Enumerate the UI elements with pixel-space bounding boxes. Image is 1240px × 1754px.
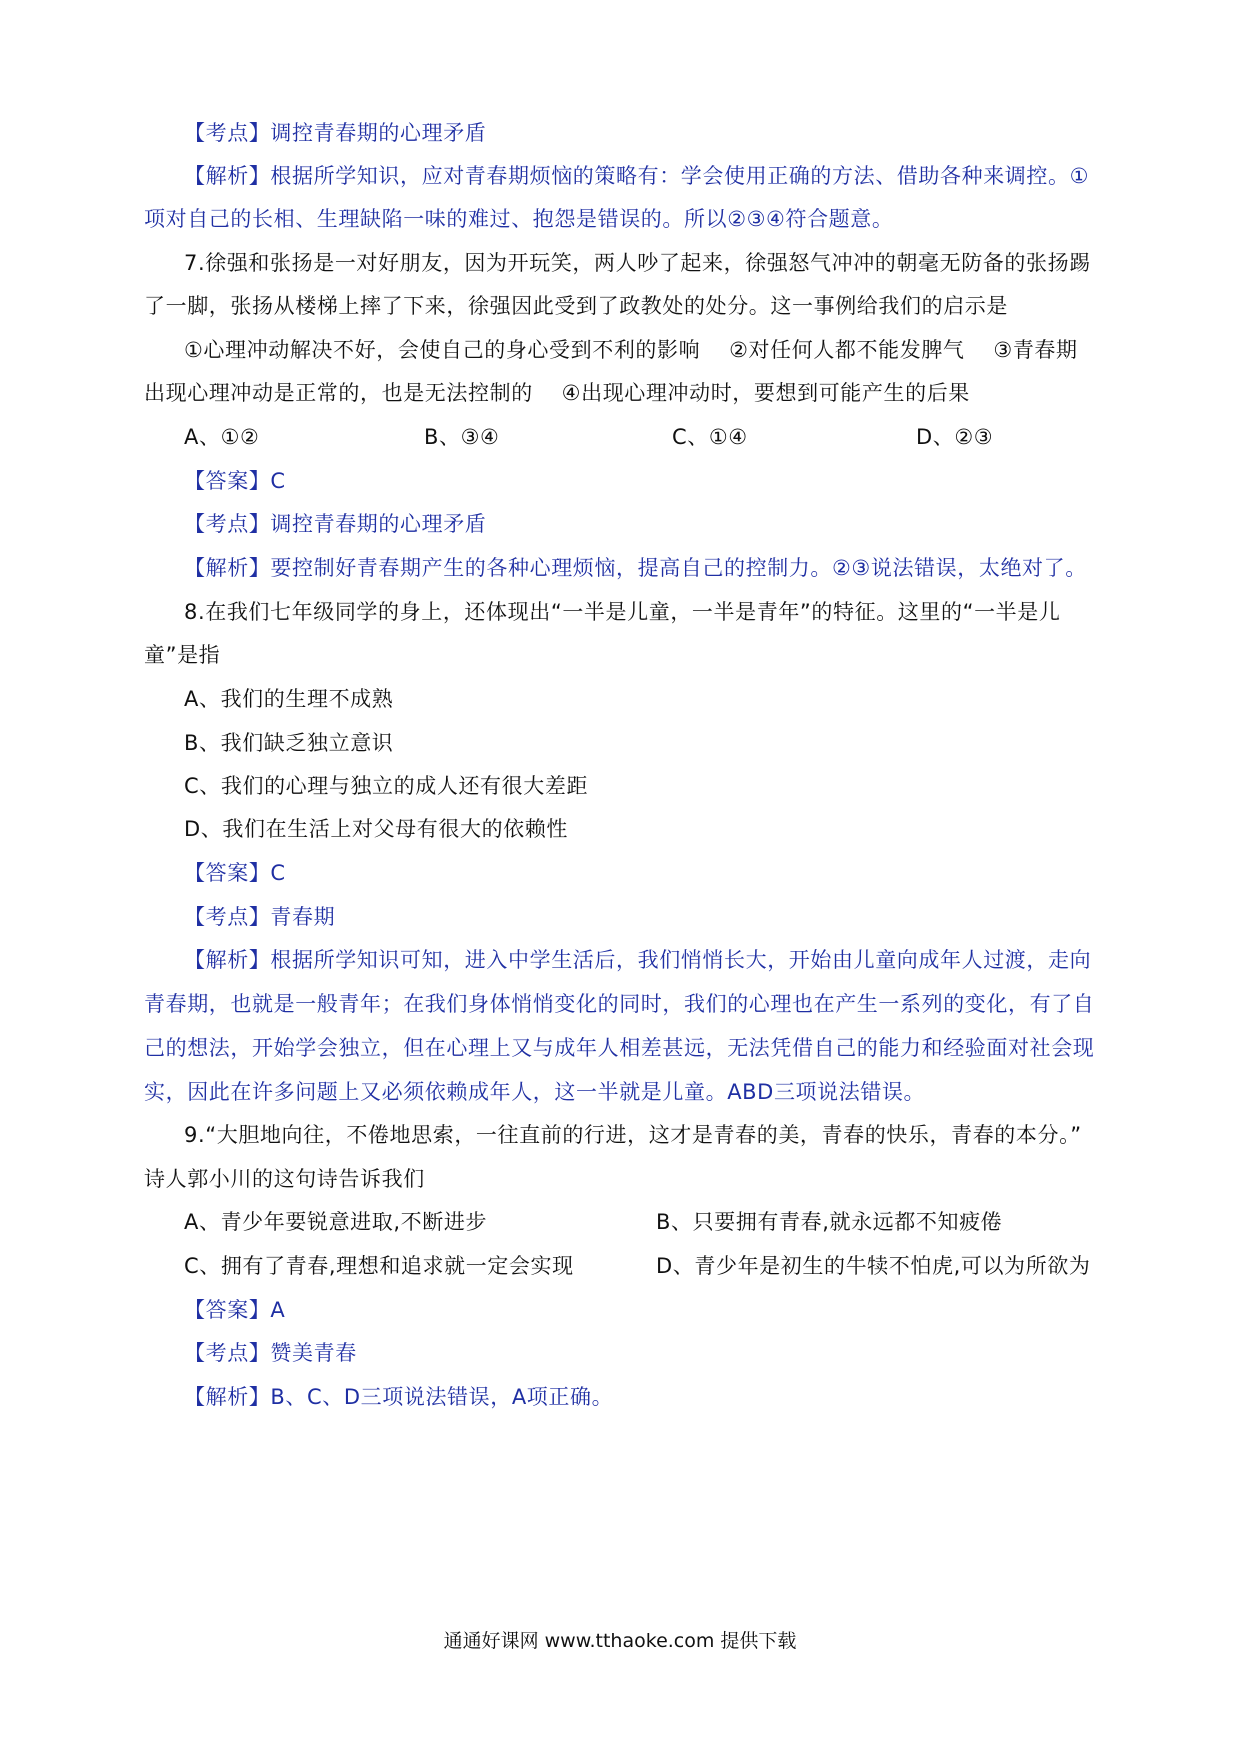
- q7-kaodian: 【考点】调控青春期的心理矛盾: [184, 512, 487, 536]
- q9-answer: 【答案】A: [184, 1298, 286, 1322]
- page-footer: 通通好课网 www.tthaoke.com 提供下载: [443, 1630, 797, 1652]
- q7-jiexi: 【解析】要控制好青春期产生的各种心理烦恼，提高自己的控制力。②③说法错误，太绝对了。: [184, 556, 1087, 580]
- q6-jiexi-line-1: 【解析】根据所学知识，应对青春期烦恼的策略有：学会使用正确的方法、借助各种来调控。①: [184, 164, 1090, 188]
- q8-jiexi-line-4: 实，因此在许多问题上又必须依赖成年人，这一半就是儿童。ABD三项说法错误。: [144, 1080, 926, 1104]
- q8-kaodian: 【考点】青春期: [184, 905, 336, 929]
- q8-stem-line-1: 8.在我们七年级同学的身上，还体现出“一半是儿童，一半是青年”的特征。这里的“一半是儿: [184, 600, 1061, 624]
- q9-option-c: C、拥有了青春,理想和追求就一定会实现: [184, 1254, 574, 1278]
- q8-option-a: A、我们的生理不成熟: [184, 687, 394, 711]
- q8-option-d: D、我们在生活上对父母有很大的依赖性: [184, 817, 568, 841]
- q7-statements-line-1: ①心理冲动解决不好，会使自己的身心受到不利的影响 ②对任何人都不能发脾气 ③青春期: [184, 338, 1078, 362]
- q6-jiexi-line-2: 项对自己的长相、生理缺陷一味的难过、抱怨是错误的。所以②③④符合题意。: [144, 207, 894, 231]
- q9-option-b: B、只要拥有青春,就永远都不知疲倦: [656, 1210, 1003, 1234]
- q7-option-a: A、①②: [184, 425, 260, 449]
- q9-option-a: A、青少年要锐意进取,不断进步: [184, 1210, 488, 1234]
- q6-kaodian: 【考点】调控青春期的心理矛盾: [184, 121, 487, 145]
- q7-option-d: D、②③: [916, 425, 994, 449]
- q9-kaodian: 【考点】赞美青春: [184, 1341, 357, 1365]
- q7-option-c: C、①④: [672, 425, 748, 449]
- q7-option-b: B、③④: [424, 425, 500, 449]
- q9-stem-line-2: 诗人郭小川的这句诗告诉我们: [144, 1167, 425, 1191]
- q8-answer: 【答案】C: [184, 861, 286, 885]
- q8-option-b: B、我们缺乏独立意识: [184, 731, 394, 755]
- q9-option-d: D、青少年是初生的牛犊不怕虎,可以为所欲为: [656, 1254, 1091, 1278]
- q8-jiexi-line-1: 【解析】根据所学知识可知，进入中学生活后，我们悄悄长大，开始由儿童向成年人过渡，走向: [184, 948, 1092, 972]
- q8-jiexi-line-3: 己的想法，开始学会独立，但在心理上又与成年人相差甚远，无法凭借自己的能力和经验面对社会现: [144, 1036, 1095, 1060]
- q7-stem-line-2: 了一脚，张扬从楼梯上摔了下来，徐强因此受到了政教处的处分。这一事例给我们的启示是: [144, 294, 1008, 318]
- q9-stem-line-1: 9.“大胆地向往，不倦地思索，一往直前的行进，这才是青春的美，青春的快乐，青春的本分。”: [184, 1123, 1082, 1147]
- q7-answer: 【答案】C: [184, 469, 286, 493]
- q7-stem-line-1: 7.徐强和张扬是一对好朋友，因为开玩笑，两人吵了起来，徐强怒气冲冲的朝毫无防备的张扬踢: [184, 251, 1091, 275]
- q8-stem-line-2: 童”是指: [144, 643, 221, 667]
- q8-option-c: C、我们的心理与独立的成人还有很大差距: [184, 774, 589, 798]
- q9-jiexi: 【解析】B、C、D三项说法错误，A项正确。: [184, 1385, 614, 1409]
- q7-statements-line-2: 出现心理冲动是正常的，也是无法控制的 ④出现心理冲动时，要想到可能产生的后果: [144, 381, 970, 405]
- q8-jiexi-line-2: 青春期，也就是一般青年；在我们身体悄悄变化的同时，我们的心理也在产生一系列的变化，有了自: [144, 992, 1095, 1016]
